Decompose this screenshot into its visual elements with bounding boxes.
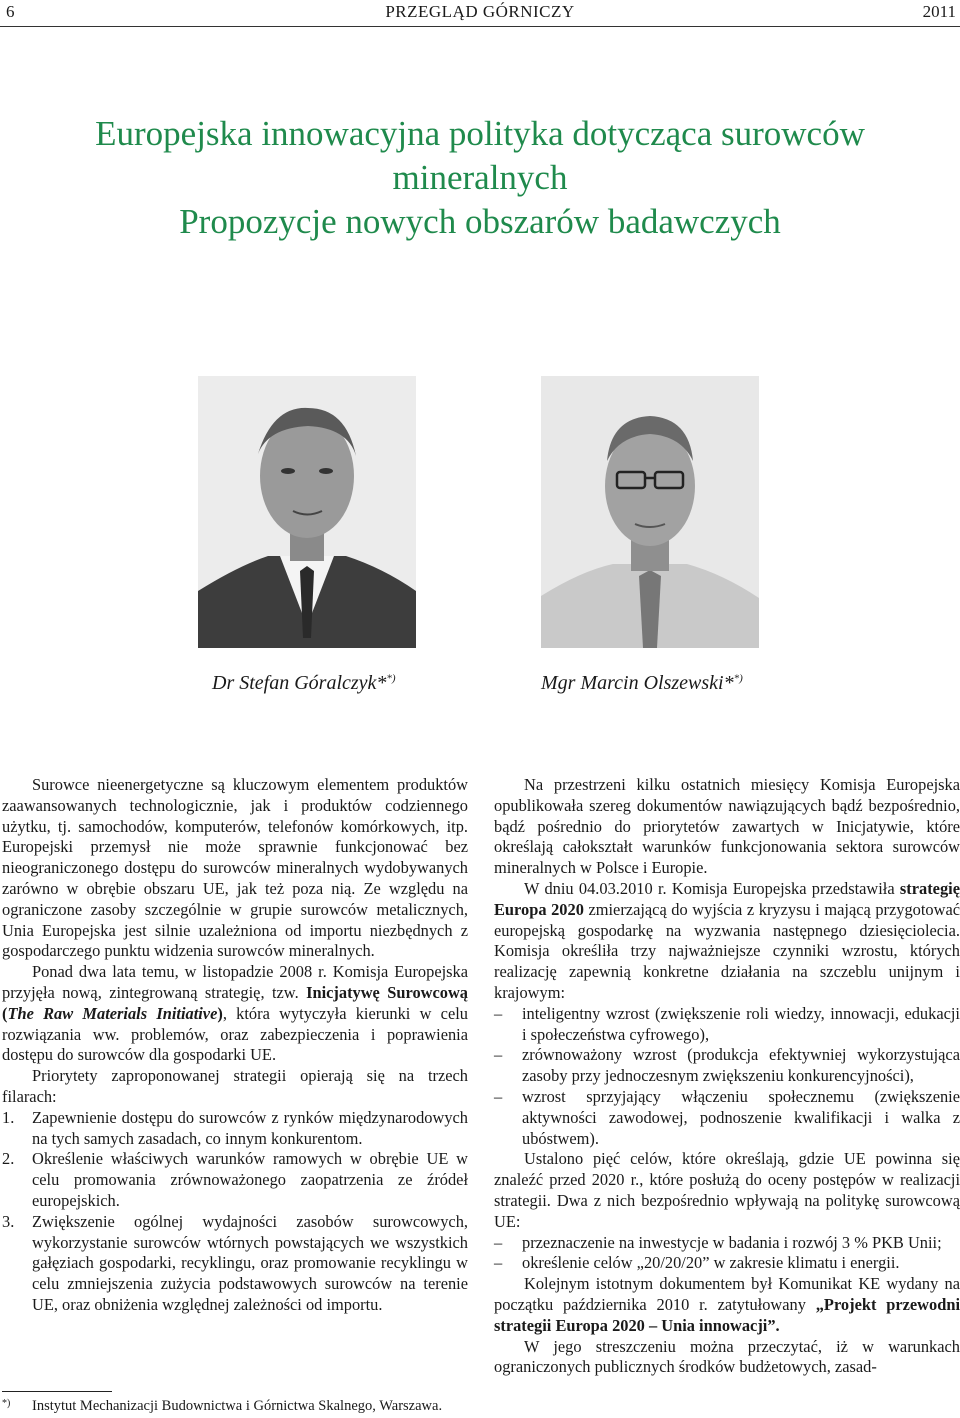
paragraph: Surowce nieenergetyczne są kluczowym elementem produktów zaawansowanych technologicznie, jak i produktów codziennego użytku, tj. samochodów, komputerów, telefonów komórkowych, itp. Europejski przemysł nie może sprawnie funkcjonować bez nieograniczonego dostępu do surowców mineralnych wydobywanych zarówno w obrębie obszaru UE, jak też poza nią. Ze względu na ograniczone zasoby szczególnie w grupie surowców metalicznych, Unia Europejska jest silnie uzależniona od importu niezbędnych z gospodarczego punktu widzenia surowców mineralnych. — [2, 775, 468, 961]
footnote-rule — [2, 1391, 112, 1392]
list-item: – określenie celów „20/20/20” w zakresie klimatu i energii. — [494, 1253, 900, 1273]
paragraph-innovation-union: Kolejnym istotnym dokumentem był Komunikat KE wydany na początku października 2010 r. zatytułowany „Projekt przewodni strategii Europa 2020 – Unia innowacji”. — [494, 1274, 960, 1335]
paragraph: Ustalono pięć celów, które określają, gdzie UE powinna się znaleźć przed 2020 r., które posłużą do oceny postępów w realizacji strategii. Dwa z nich bezpośrednio wpływają na politykę surowcową UE: — [494, 1149, 960, 1231]
author-caption-olszewski — [541, 672, 743, 695]
paragraph-raw-materials-initiative: Ponad dwa lata temu, w listopadzie 2008 r. Komisja Europejska przyjęła nową, zintegrowaną strategię, tzw. Inicjatywę Surowcową (The Raw Materials Initiative), która wytyczyła kierunki w celu rozwiązania ww. problemów, oraz zabezpieczenia i poprawienia dostępu do surowców dla gospodarki UE. — [2, 962, 469, 1065]
list-item: – inteligentny wzrost (zwiększenie roli wiedzy, innowacji, edukacji i społeczeństwa cyfrowego), — [494, 1003, 960, 1044]
author-name: Mgr Marcin Olszewski* — [541, 672, 734, 694]
header-rule — [0, 26, 960, 27]
list-item: – wzrost sprzyjający włączeniu społecznemu (zwiększenie aktywności zawodowej, podnoszenie kwalifikacji i walka z ubóstwem). — [494, 1086, 960, 1148]
title-line-3: Propozycje nowych obszarów badawczych — [179, 202, 781, 241]
author-photo-goralczyk — [198, 376, 416, 648]
paragraph-europa-2020: W dniu 04.03.2010 r. Komisja Europejska przedstawiła strategię Europa 2020 zmierzającą do wyjścia z kryzysu i mającą przygotować europejską gospodarkę na wyzwania następnego dziesięciolecia. Komisja określiła trzy najważniejsze czynniki wzrostu, których realizację zapewnią konkretne działania na szczeblu unijnym i krajowym: — [494, 878, 960, 1002]
paragraph: Priorytety zaproponowanej strategii opierają się na trzech filarach: — [2, 1066, 468, 1106]
page-header — [0, 0, 960, 28]
journal-year: 2011 — [922, 2, 956, 21]
page-number: 6 — [6, 2, 15, 21]
paragraph: Na przestrzeni kilku ostatnich miesięcy Komisja Europejska opublikowała szereg dokumentów nawiązujących bądź bezpośrednio, bądź pośrednio do priorytetów zawartych w Inicjatywie, które określają całokształt warunków funkcjonowania sektora surowców mineralnych w Polsce i Europie. — [494, 775, 960, 878]
left-column — [2, 775, 468, 1316]
right-column — [494, 775, 960, 1378]
article-title — [0, 112, 960, 244]
author-footnote-mark: *) — [386, 672, 396, 685]
footnote-mark: *) — [2, 1398, 11, 1409]
author-caption-goralczyk — [212, 672, 396, 695]
title-line-2: mineralnych — [392, 158, 568, 197]
title-line-1: Europejska innowacyjna polityka dotycząca surowców — [95, 114, 865, 153]
list-item: 2. Określenie właściwych warunków ramowych w obrębie UE w celu promowania zrównoważonego zaopatrzenia ze źródeł europejskich. — [2, 1149, 468, 1210]
list-item: – przeznaczenie na inwestycje w badania i rozwój 3 % PKB Unii; — [494, 1232, 942, 1252]
list-item: 3. Zwiększenie ogólnej wydajności zasobów surowcowych, wykorzystanie surowców wtórnych powstających we wszystkich gałęziach gospodarki, recyklingu, oraz promowanie recyklingu w celu zmniejszenia zużycia podstawowych surowców na terenie UE, oraz obniżenia względnej zależności od importu. — [2, 1211, 468, 1314]
footnote-text: Instytut Mechanizacji Budownictwa i Górnictwa Skalnego, Warszawa. — [32, 1398, 443, 1414]
author-name: Dr Stefan Góralczyk* — [212, 672, 387, 694]
journal-name: PRZEGLĄD GÓRNICZY — [385, 2, 575, 21]
list-item: – zrównoważony wzrost (produkcja efektywniej wykorzystująca zasoby przy jednoczesnym zwiększeniu konkurencyjności), — [494, 1045, 960, 1086]
paragraph: W jego streszczeniu można przeczytać, iż w warunkach ograniczonych publicznych środków budżetowych, zasad- — [494, 1336, 960, 1377]
author-photo-olszewski — [541, 376, 759, 648]
list-item: 1. Zapewnienie dostępu do surowców z rynków międzynarodowych na tych samych zasadach, co innym konkurentom. — [2, 1107, 468, 1148]
author-footnote-mark: *) — [733, 672, 743, 685]
